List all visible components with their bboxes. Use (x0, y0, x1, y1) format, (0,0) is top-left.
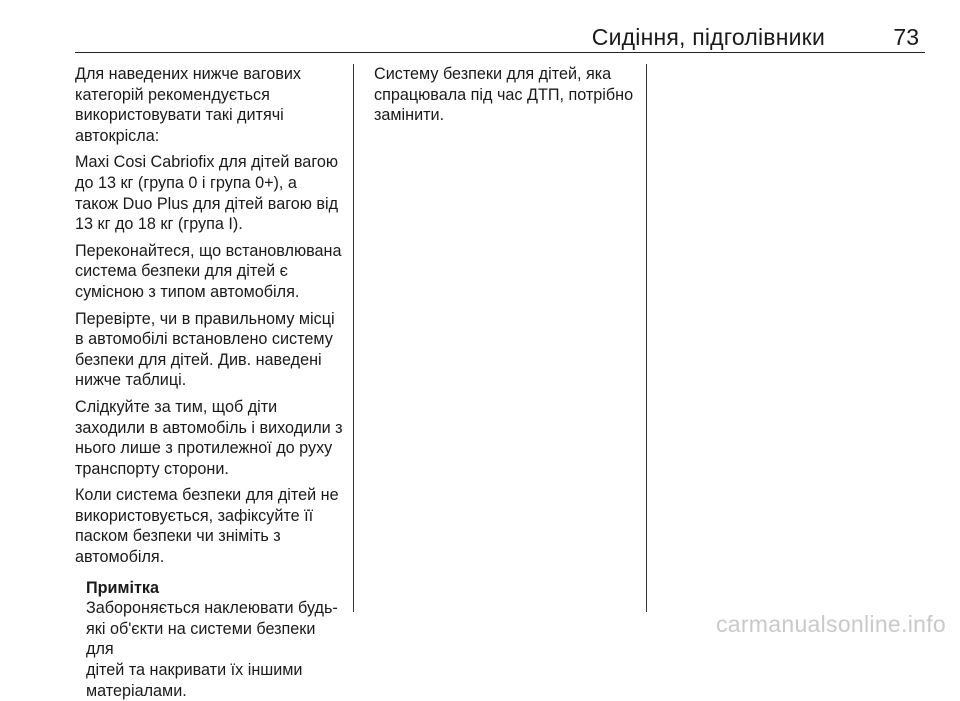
section-title: Сидіння, підголівники (591, 24, 825, 50)
paragraph: Для наведених нижче вагових категорій рекомендується використовувати такі дитячі автокрісла: (75, 65, 301, 145)
paragraph: Коли система безпеки для дітей не використовується, зафіксуйте її паском безпеки чи зніміть з автомобіля. (75, 486, 339, 567)
paragraph: Перевірте, чи в правильному місці в автомобілі встановлено систему безпеки для дітей. Див. наведені нижче таблиці. (75, 309, 335, 390)
paragraph: Переконайтеся, що встановлювана система безпеки для дітей є сумісною з типом автомобіля. (75, 241, 342, 301)
page-header (75, 22, 925, 53)
watermark: carmanualsonline.info (715, 611, 946, 637)
note-title: Примітка (86, 578, 159, 597)
paragraph: Maxi Cosi Cabriofix для дітей вагою до 13 кг (група 0 і група 0+), а також Duo Plus для дітей вагою від 13 кг до 18 кг (група I). (75, 153, 339, 234)
column-divider-right (646, 64, 647, 612)
note-block (86, 578, 345, 701)
note-body: Забороняється наклеювати будь- які об'єкти на системи безпеки для дітей та накривати їх іншими матеріалами. (86, 599, 338, 700)
right-column (374, 64, 636, 132)
page-number: 73 (893, 24, 919, 50)
column-divider-left (353, 64, 354, 612)
paragraph: Слідкуйте за тим, щоб діти заходили в автомобіль і виходили з нього лише з протилежної до руху транспорту сторони. (75, 397, 343, 478)
left-column (75, 64, 345, 701)
paragraph: Систему безпеки для дітей, яка спрацювала під час ДТП, потрібно замінити. (374, 65, 634, 125)
